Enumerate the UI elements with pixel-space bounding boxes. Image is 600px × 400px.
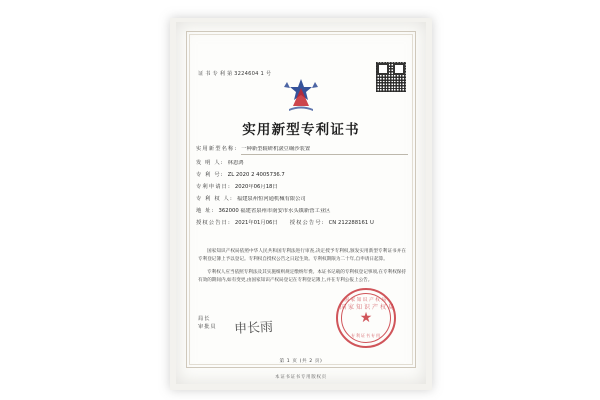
qr-code-icon (376, 62, 406, 92)
director-label: 局长 (198, 316, 211, 323)
field-row-address (196, 208, 408, 215)
field-row-application-date (196, 184, 408, 191)
grant-date-value: 2021年01月06日 (234, 220, 278, 226)
grant-date-label: 授权公告日: (196, 220, 231, 226)
official-seal (336, 288, 396, 348)
certificate-fields (196, 146, 408, 232)
seal-bottom-text: 专利证书专用 (351, 333, 381, 338)
field-value: 林恩鸿 (227, 160, 244, 166)
field-value: 362000 福建省泉州市南安市水头镇新营工业区 (218, 208, 331, 214)
field-value: 2020年06月18日 (234, 184, 278, 190)
patent-certificate-page (176, 22, 426, 384)
legal-paragraph: 专利权人应当依照专利法及其实施细则规定缴纳年费。本证书记载的专利权登记事项,在专利权保持有效的期间内,如有变更,由国家知识产权局登记在专利登记簿上,并在专利公报上公告。 (198, 269, 406, 284)
field-label: 发 明 人: (196, 160, 224, 166)
certificate-number: 证 书 专 利 第 3224604 1 号 (198, 71, 272, 77)
seal-top-text: 国家知识产权局 (344, 298, 388, 303)
legal-body-text (198, 248, 406, 290)
field-label: 专利申请日: (196, 184, 231, 190)
field-row-grant (196, 220, 408, 227)
page-title: 实用新型专利证书 (242, 122, 360, 138)
grant-number-label: 授权公告号: (289, 220, 325, 226)
field-row-invention-name (196, 146, 408, 155)
seal-band-text: 国家知识产权局 (339, 304, 396, 311)
field-label: 实用新型名称: (196, 146, 238, 152)
legal-paragraph: 国家知识产权局依照中华人民共和国专利法进行审查,决定授予专利权,颁发实用新型专利证书并在专利登记簿上予以登记。专利权自授权公告之日起生效。专利权期限为二十年,自申请日起算。 (198, 249, 406, 263)
field-label: 专 利 号: (196, 172, 224, 178)
field-row-patentee (196, 196, 408, 203)
field-label: 专 利 权 人: (196, 196, 233, 202)
patent-office-emblem-icon (271, 76, 331, 114)
field-row-patent-number (196, 172, 408, 179)
field-value: ZL 2020 2 4005736.7 (227, 172, 285, 178)
field-label: 地 址: (196, 208, 215, 214)
grant-number-value: CN 212288161 U (328, 220, 374, 226)
approver-label: 审批员 (198, 324, 217, 331)
footer-note: 本证书证书专用版权页 (275, 375, 327, 380)
field-row-inventor (196, 160, 408, 167)
star-icon: ★ (359, 310, 373, 326)
director-signature: 申长雨 (233, 319, 274, 338)
field-value: 福建泉州恒河通机械有限公司 (236, 196, 306, 202)
field-value: 一种新型辊研机滚豆碾沙装置 (241, 146, 408, 155)
page-number: 第 1 页 (共 2 页) (279, 359, 323, 364)
signature-labels (198, 316, 217, 332)
